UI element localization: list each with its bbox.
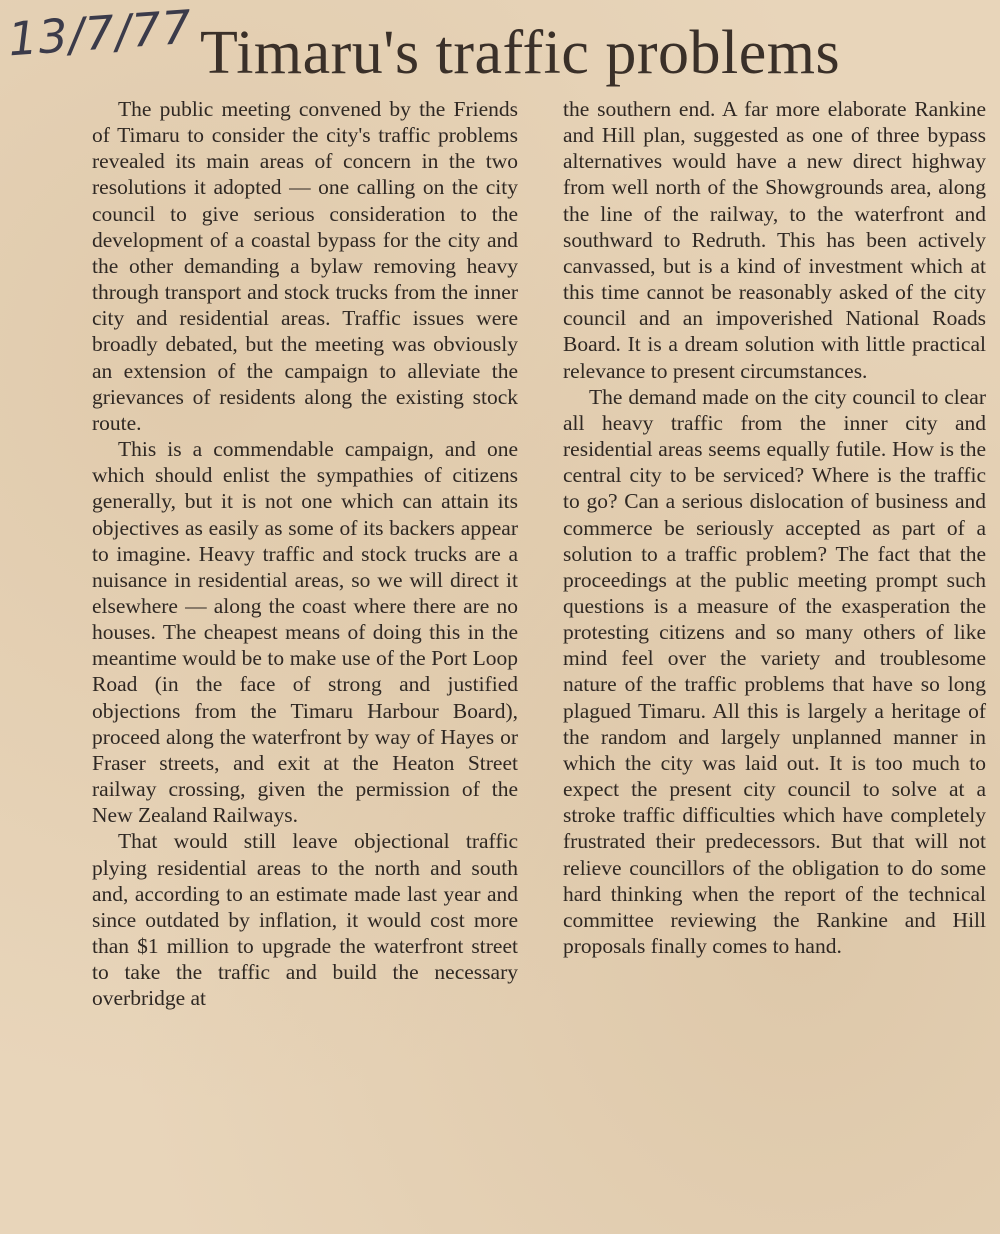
- article-column-right: [563, 96, 986, 959]
- paragraph: The public meeting convened by the Friends of Timaru to consider the city's traffic problems revealed its main areas of concern in the two resolutions it adopted — one calling on the city council to give serious consideration to the development of a coastal bypass for the city and the other demanding a bylaw removing heavy through transport and stock trucks from the inner city and residential areas. Traffic issues were broadly debated, but the meeting was obviously an extension of the campaign to alleviate the grievances of residents along the existing stock route.: [92, 97, 518, 435]
- paragraph: This is a commendable campaign, and one which should enlist the sympathies of citizens generally, but it is not one which can attain its objectives as easily as some of its backers appear to imagine. Heavy traffic and stock trucks are a nuisance in residential areas, so we will direct it elsewhere — along the coast where there are no houses. The cheapest means of doing this in the meantime would be to make use of the Port Loop Road (in the face of strong and justified objections from the Timaru Harbour Board), proceed along the waterfront by way of Hayes or Fraser streets, and exit at the Heaton Street railway crossing, given the permission of the New Zealand Railways.: [92, 437, 518, 828]
- paragraph: The demand made on the city council to clear all heavy traffic from the inner city and residential areas seems equally futile. How is the central city to be serviced? Where is the traffic to go? Can a serious dislocation of business and commerce be seriously accepted as part of a solution to a traffic problem? The fact that the proceedings at the public meeting prompt such questions is a measure of the exasperation the protesting citizens and so many others of like mind feel over the variety and troublesome nature of the traffic problems that have so long plagued Timaru. All this is largely a heritage of the random and largely unplanned manner in which the city was laid out. It is too much to expect the present city council to solve at a stroke traffic difficulties which have completely frustrated their predecessors. But that will not relieve councillors of the obligation to do some hard thinking when the report of the technical committee reviewing the Rankine and Hill proposals finally comes to hand.: [563, 384, 986, 958]
- handwritten-date: 13/7/77: [6, 0, 195, 67]
- paragraph-continued: the southern end. A far more elaborate Rankine and Hill plan, suggested as one of three bypass alternatives would have a new direct highway from well north of the Showgrounds area, along the line of the railway, to the waterfront and southward to Redruth. This has been actively canvassed, but is a kind of investment which at this time cannot be reasonably asked of the city council and an impoverished National Roads Board. It is a dream solution with little practical relevance to present circumstances.: [563, 97, 986, 383]
- headline: Timaru's traffic problems: [200, 19, 841, 87]
- article-column-left: [92, 96, 518, 1011]
- paragraph: That would still leave objectional traffic plying residential areas to the north and south and, according to an estimate made last year and since outdated by inflation, it would cost more than $1 million to upgrade the waterfront street to take the traffic and build the necessary overbridge at: [92, 829, 518, 1011]
